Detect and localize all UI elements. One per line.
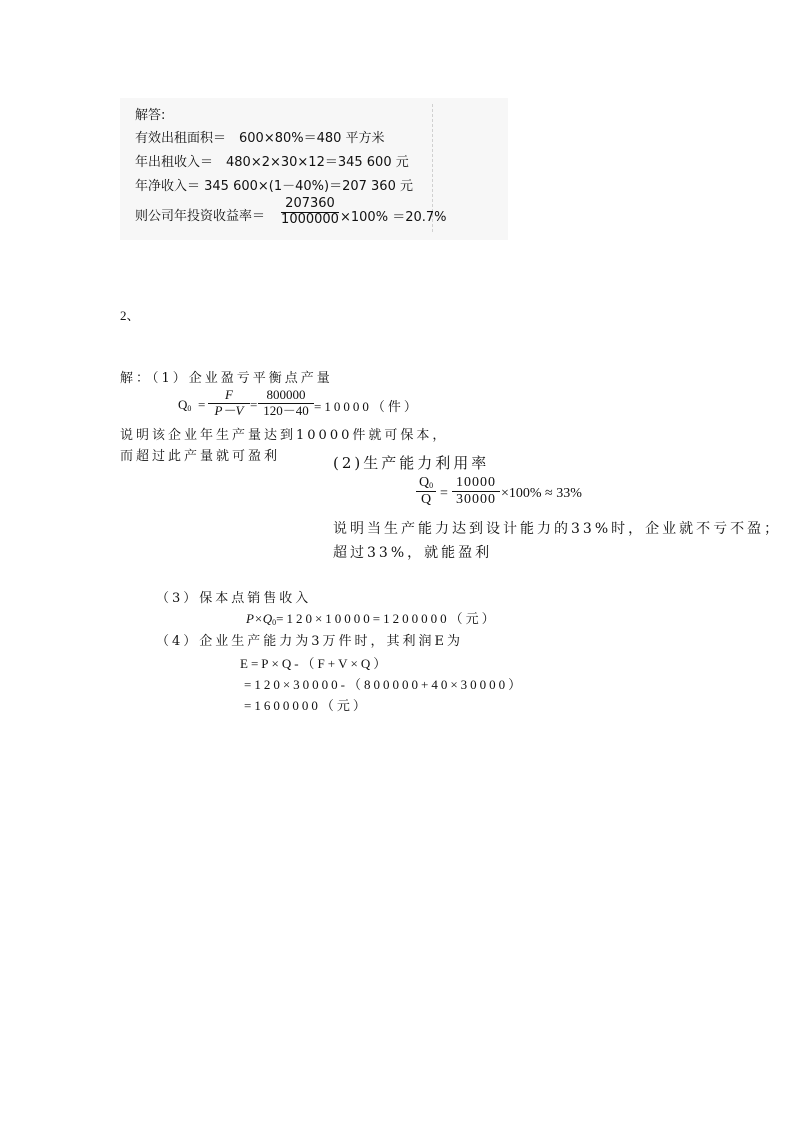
profit-formula-line-3: =1600000（元） — [244, 698, 369, 713]
q-subscript: 0 — [272, 618, 277, 627]
annual-rent-line: 年出租收入＝ 480×2×30×12＝345 600 元 — [135, 155, 409, 170]
net-income-line: 年净收入＝ 345 600×(1－40%)＝207 360 元 — [135, 179, 413, 194]
sales-revenue-result: =120×10000=1200000（元） — [276, 611, 498, 626]
yield-result: ×100% ＝20.7% — [340, 210, 447, 225]
equals-sign: = — [198, 397, 206, 412]
f-over-pv-fraction — [208, 388, 250, 419]
q-denominator: Q — [420, 492, 432, 508]
section-3-title: （3）保本点销售收入 — [156, 591, 312, 606]
p-times-q: P×Q — [246, 611, 273, 626]
q-subscript: 0 — [187, 404, 192, 413]
section-2-note-2: 超过33%，就能盈利 — [333, 545, 493, 561]
q0-numerator — [419, 475, 433, 491]
utilization-result: ×100% ≈ 33% — [501, 486, 582, 501]
pv-denominator: P－V — [214, 402, 244, 418]
answer-heading: 解答: — [135, 108, 166, 123]
profit-formula-line-1: E=P×Q-（F+V×Q） — [240, 656, 390, 671]
q0-symbol — [178, 397, 191, 413]
breakeven-numerator: 10000 — [456, 475, 496, 490]
utilization-fraction — [452, 475, 500, 508]
question-number: 2、 — [120, 308, 140, 323]
section-1-note-2: 而超过此产量就可盈利 — [120, 449, 281, 464]
equals-sign-2: = — [250, 397, 258, 412]
yield-numerator: 207360 — [285, 196, 335, 211]
yield-label: 则公司年投资收益率＝ — [135, 209, 266, 224]
q-subscript: 0 — [429, 481, 434, 490]
section-1-title: 解：（1）企业盈亏平衡点产量 — [120, 371, 333, 386]
fixed-cost-numerator: 800000 — [266, 387, 306, 402]
section-3-formula — [246, 608, 498, 627]
q-letter: Q — [418, 475, 430, 490]
breakeven-fraction — [258, 388, 314, 419]
yield-denominator: 1000000 — [281, 211, 339, 227]
section-1-note-1: 说明该企业年生产量达到10000件就可保本， — [120, 428, 449, 443]
effective-area-line: 有效出租面积＝ 600×80%＝480 平方米 — [135, 131, 385, 146]
capacity-denominator: 30000 — [456, 492, 496, 508]
equals-sign-3: = — [440, 486, 448, 501]
profit-formula-line-2: =120×30000-（800000+40×30000） — [244, 677, 525, 692]
q-letter: Q — [178, 397, 188, 412]
f-numerator: F — [225, 387, 233, 402]
q0-over-q-fraction — [416, 475, 436, 508]
breakeven-result: =10000（件） — [314, 399, 420, 414]
section-2-title: (2)生产能力利用率 — [333, 454, 490, 472]
section-2-note-1: 说明当生产能力达到设计能力的33%时，企业就不亏不盈； — [333, 521, 782, 537]
margin-denominator: 120－40 — [263, 402, 309, 418]
section-4-title: （4）企业生产能力为3万件时，其利润E为 — [156, 634, 464, 649]
yield-fraction — [281, 197, 339, 228]
